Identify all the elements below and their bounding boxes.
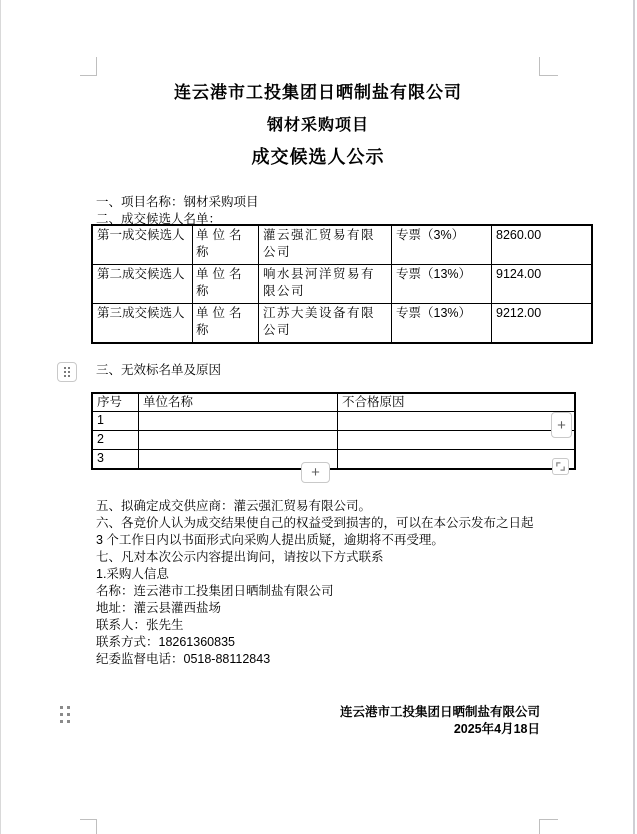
signature-company: 连云港市工投集团日晒制盐有限公司 bbox=[339, 705, 540, 719]
add-row-button[interactable]: + bbox=[301, 462, 330, 483]
company-name-cell[interactable]: 江苏大美设备有限公司 bbox=[259, 304, 392, 344]
table-drag-handle-button[interactable] bbox=[57, 362, 77, 382]
signature-date: 2025年4月18日 bbox=[453, 722, 540, 736]
margin-crop-mark-top-left bbox=[80, 57, 97, 76]
para-purchaser-name: 名称：连云港市工投集团日晒制盐有限公司 bbox=[96, 584, 334, 598]
para-objection-line-2: 3 个工作日内以书面形式向采购人提出质疑，逾期将不再受理。 bbox=[96, 533, 444, 547]
unit-name-label-cell[interactable]: 单位名称 bbox=[193, 225, 259, 265]
para-objection-line-1: 六、各竞价人认为成交结果使自己的权益受到损害的，可以在本公示发布之日起 bbox=[96, 516, 534, 530]
candidates-table bbox=[91, 224, 593, 344]
fail-reason-cell[interactable] bbox=[338, 450, 576, 470]
margin-crop-mark-top-right bbox=[539, 57, 558, 76]
doc-title-company: 连云港市工投集团日晒制盐有限公司 bbox=[174, 83, 462, 102]
price-cell[interactable]: 9212.00 bbox=[492, 304, 593, 344]
header-serial-no: 序号 bbox=[92, 393, 139, 412]
table-row bbox=[92, 412, 575, 431]
para-discipline-phone: 纪委监督电话：0518-88112843 bbox=[96, 652, 271, 666]
company-name-cell[interactable]: 灌云强汇贸易有限公司 bbox=[259, 225, 392, 265]
margin-crop-mark-bottom-right bbox=[539, 819, 558, 834]
section-2-candidate-list: 二、成交候选人名单： bbox=[96, 212, 222, 226]
candidate-rank-cell[interactable]: 第二成交候选人 bbox=[92, 265, 193, 304]
table-resize-button[interactable] bbox=[552, 458, 569, 475]
body-paragraphs bbox=[96, 498, 540, 668]
fail-reason-cell[interactable] bbox=[338, 431, 576, 450]
para-inquiry: 七、凡对本次公示内容提出询问，请按以下方式联系 bbox=[96, 550, 384, 564]
add-column-button[interactable]: + bbox=[551, 412, 572, 438]
serial-no-cell[interactable]: 1 bbox=[92, 412, 139, 431]
doc-title-project: 钢材采购项目 bbox=[266, 117, 369, 134]
section-1-project-name: 一、项目名称：钢材采购项目 bbox=[96, 195, 259, 209]
para-purchaser-info-heading: 1.采购人信息 bbox=[96, 567, 169, 581]
para-confirmed-supplier: 五、拟确定成交供应商：灌云强汇贸易有限公司。 bbox=[96, 499, 372, 513]
invoice-type-cell[interactable]: 专票（13%） bbox=[392, 265, 492, 304]
table-row bbox=[92, 304, 592, 344]
serial-no-cell[interactable]: 3 bbox=[92, 450, 139, 470]
candidate-rank-cell[interactable]: 第一成交候选人 bbox=[92, 225, 193, 265]
serial-no-cell[interactable]: 2 bbox=[92, 431, 139, 450]
resize-corners-icon bbox=[555, 461, 566, 472]
fail-reason-cell[interactable] bbox=[338, 412, 576, 431]
header-fail-reason: 不合格原因 bbox=[338, 393, 576, 412]
price-cell[interactable]: 8260.00 bbox=[492, 225, 593, 265]
page-left-edge bbox=[0, 0, 1, 834]
table-row bbox=[92, 431, 575, 450]
page-right-edge bbox=[633, 0, 635, 834]
document-content bbox=[96, 83, 540, 738]
candidate-rank-cell[interactable]: 第三成交候选人 bbox=[92, 304, 193, 344]
unit-name-cell[interactable] bbox=[139, 412, 338, 431]
signature-block bbox=[96, 704, 540, 738]
table-row bbox=[92, 265, 592, 304]
unit-name-label-cell[interactable]: 单位名称 bbox=[193, 265, 259, 304]
company-name-cell[interactable]: 响水县河洋贸易有限公司 bbox=[259, 265, 392, 304]
table-row bbox=[92, 450, 575, 470]
paragraph-drag-handle[interactable] bbox=[60, 706, 70, 723]
header-unit-name: 单位名称 bbox=[139, 393, 338, 412]
doc-title-announcement: 成交候选人公示 bbox=[251, 147, 385, 167]
unit-name-cell[interactable] bbox=[139, 431, 338, 450]
invoice-type-cell[interactable]: 专票（3%） bbox=[392, 225, 492, 265]
table-row bbox=[92, 225, 592, 265]
para-purchaser-address: 地址：灌云县灌西盐场 bbox=[96, 601, 222, 615]
table-header-row bbox=[92, 393, 575, 412]
margin-crop-mark-bottom-left bbox=[80, 819, 97, 834]
section-3-invalid-bids: 三、无效标名单及原因 bbox=[96, 363, 222, 377]
para-contact-phone: 联系方式：18261360835 bbox=[96, 635, 235, 649]
unit-name-label-cell[interactable]: 单位名称 bbox=[193, 304, 259, 344]
drag-dots-icon bbox=[64, 367, 70, 377]
para-contact-person: 联系人：张先生 bbox=[96, 618, 184, 632]
price-cell[interactable]: 9124.00 bbox=[492, 265, 593, 304]
invalid-bids-table bbox=[91, 392, 576, 470]
invoice-type-cell[interactable]: 专票（13%） bbox=[392, 304, 492, 344]
